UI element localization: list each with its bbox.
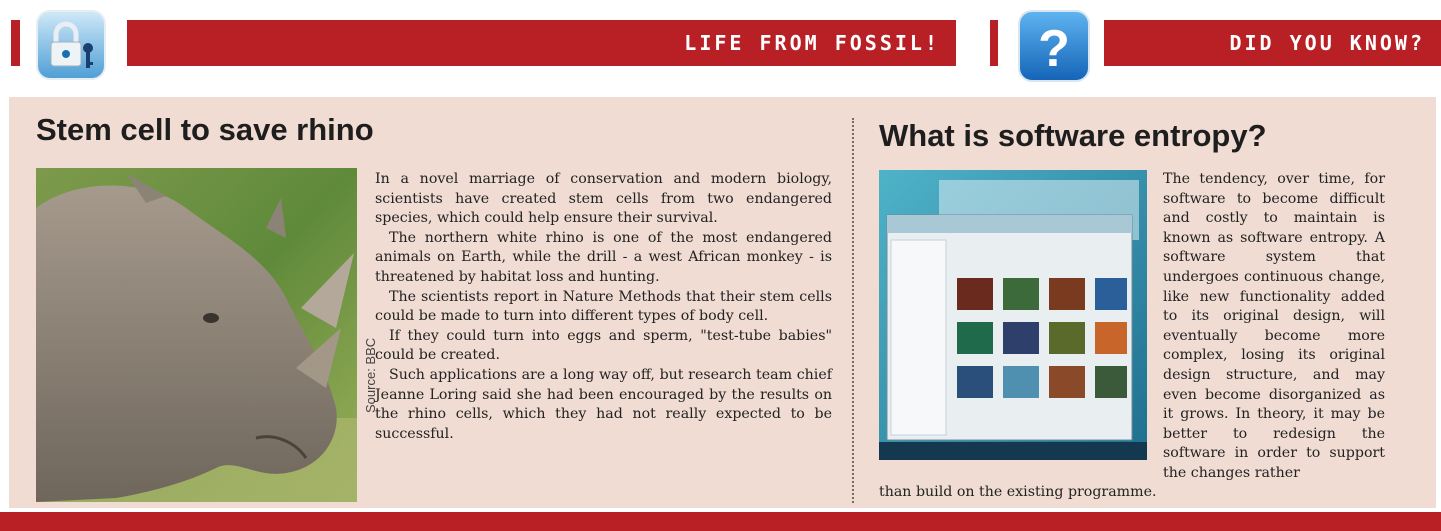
section-title-left: LIFE FROM FOSSIL! [684, 31, 940, 55]
header-right-bar [1104, 20, 1441, 66]
lock-key-icon [36, 10, 106, 80]
rhino-photo [36, 168, 357, 502]
article1-paragraph: Such applications are a long way off, but research team chief Jeanne Loring said she had been encouraged by the results on the rhino cells, which they had not really expected to be successful. [375, 366, 832, 442]
header-left-bar [127, 20, 956, 66]
footer-stripe [0, 512, 1441, 531]
svg-text:?: ? [1038, 20, 1070, 78]
article1-paragraph: If they could turn into eggs and sperm, "test-tube babies" could be created. [375, 327, 832, 364]
article1-paragraph: In a novel marriage of conservation and modern biology, scientists have created stem cells from two endangered species, which could help ensure their survival. [375, 171, 832, 227]
article1-paragraph: The scientists report in Nature Methods that their stem cells could be made to turn into different types of body cell. [375, 288, 832, 325]
article1-paragraph: The northern white rhino is one of the most endangered animals on Earth, while the drill - a west African monkey - is threatened by habitat loss and hunting. [375, 229, 832, 285]
article2-headline: What is software entropy? [879, 118, 1267, 153]
article1-body [375, 170, 832, 444]
photo-credit: Source: BBC [363, 337, 378, 413]
header-left-stub [11, 20, 20, 66]
software-screenshot-photo [879, 170, 1147, 460]
section-title-right: DID YOU KNOW? [1229, 31, 1425, 55]
article1-headline: Stem cell to save rhino [36, 112, 374, 147]
article2-body: The tendency, over time, for software to become difficult and costly to maintain is known as software entropy. A software system that undergoes continuous change, like new functionality added to its original design, will eventually become more complex, losing its original design structure, and may even become disorganized as it grows. In theory, it may be better to redesign the software in order to support the changes rather [1163, 171, 1385, 481]
column-divider [852, 118, 854, 503]
question-icon [1018, 10, 1090, 82]
article2-body-tail: than build on the existing programme. [879, 484, 1157, 500]
header-right-stub [990, 20, 998, 66]
